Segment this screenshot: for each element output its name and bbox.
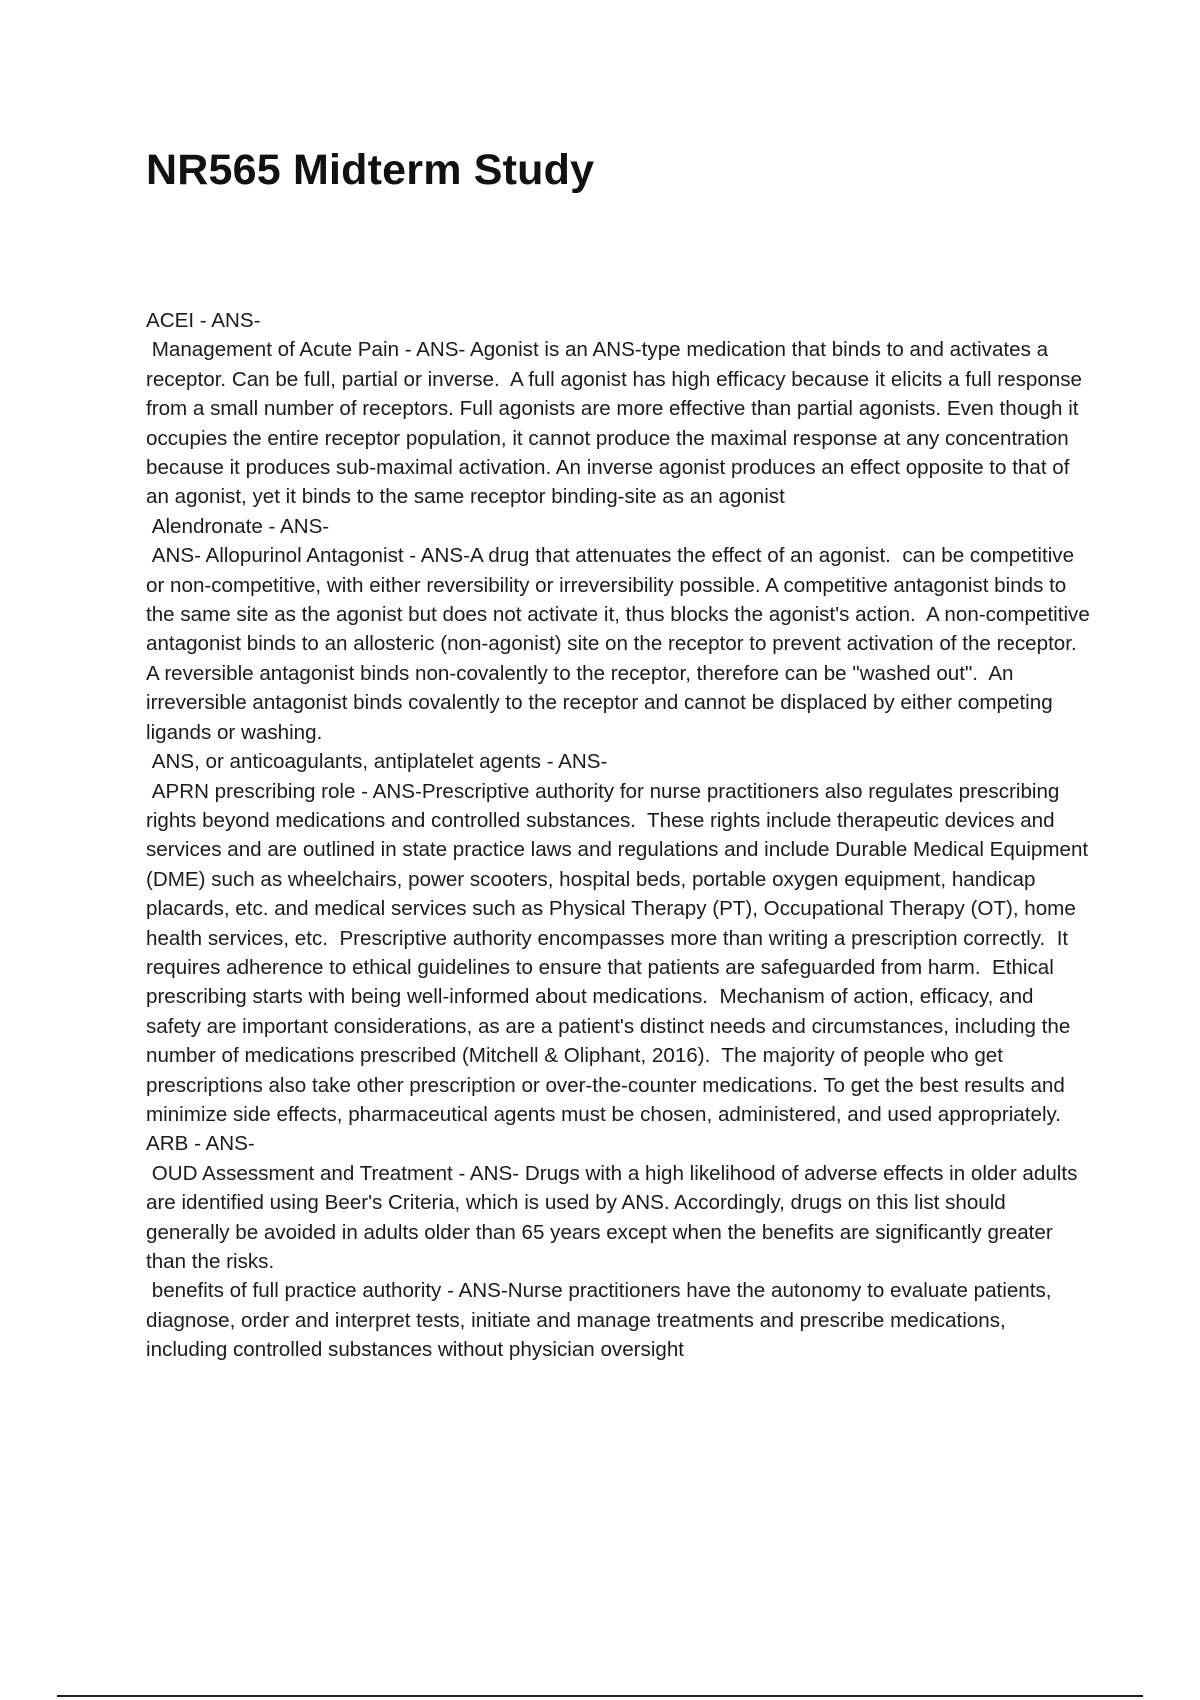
document-body: [146, 306, 1096, 1365]
entry-oud-assessment: OUD Assessment and Treatment - ANS- Drugs with a high likelihood of adverse effects in older adults are identified using Beer's Criteria, which is used by ANS. Accordingly, drugs on this list should generally be avoided in adults older than 65 years except when the benefits are significantly greater than the risks.: [146, 1161, 1084, 1273]
entry-full-practice-authority: benefits of full practice authority - ANS-Nurse practitioners have the autonomy to evaluate patients, diagnose, order and interpret tests, initiate and manage treatments and prescribe medications, including controlled substances without physician oversight: [146, 1279, 1058, 1362]
entry-aprn-prescribing-role: APRN prescribing role - ANS-Prescriptive authority for nurse practitioners also regulates prescribing rights beyond medications and controlled substances. These rights include therapeutic devices and services and are outlined in state practice laws and regulations and include Durable Medical Equipment (DME) such as wheelchairs, power scooters, hospital beds, portable oxygen equipment, handicap placards, etc. and medical services such as Physical Therapy (PT), Occupational Therapy (OT), home health services, etc. Prescriptive authority encompasses more than writing a prescription correctly. It requires adherence to ethical guidelines to ensure that patients are safeguarded from harm. Ethical prescribing starts with being well-informed about medications. Mechanism of action, efficacy, and safety are important considerations, as are a patient's distinct needs and circumstances, including the number of medications prescribed (Mitchell & Oliphant, 2016). The majority of people who get prescriptions also take other prescription or over-the-counter medications. To get the best results and minimize side effects, pharmaceutical agents must be chosen, administered, and used appropriately. ARB - ANS-: [146, 779, 1094, 1156]
footer-divider: [57, 1695, 1143, 1697]
entry-alendronate: Alendronate - ANS-: [146, 514, 330, 538]
page-title: NR565 Midterm Study: [146, 146, 595, 194]
entry-allopurinol-antagonist: ANS- Allopurinol Antagonist - ANS-A drug that attenuates the effect of an agonist. can be competitive or non-competitive, with either reversibility or irreversibility possible. A competitive antagonist binds to the same site as the agonist but does not activate it, thus blocks the agonist's action. A non-competitive antagonist binds to an allosteric (non-agonist) site on the receptor to prevent activation of the receptor. A reversible antagonist binds non-covalently to the receptor, therefore can be "washed out". An irreversible antagonist binds covalently to the receptor and cannot be displaced by either competing ligands or washing.: [146, 544, 1096, 744]
entry-anticoagulants: ANS, or anticoagulants, antiplatelet agents - ANS-: [146, 750, 608, 774]
entry-acute-pain-agonist: Management of Acute Pain - ANS- Agonist is an ANS-type medication that binds to and activates a receptor. Can be full, partial or inverse. A full agonist has high efficacy because it elicits a full response from a small number of receptors. Full agonists are more effective than partial agonists. Even though it occupies the entire receptor population, it cannot produce the maximal response at any concentration because it produces sub-maximal activation. An inverse agonist produces an effect opposite to that of an agonist, yet it binds to the same receptor binding-site as an agonist: [146, 338, 1088, 509]
entry-acei: ACEI - ANS-: [146, 309, 261, 332]
